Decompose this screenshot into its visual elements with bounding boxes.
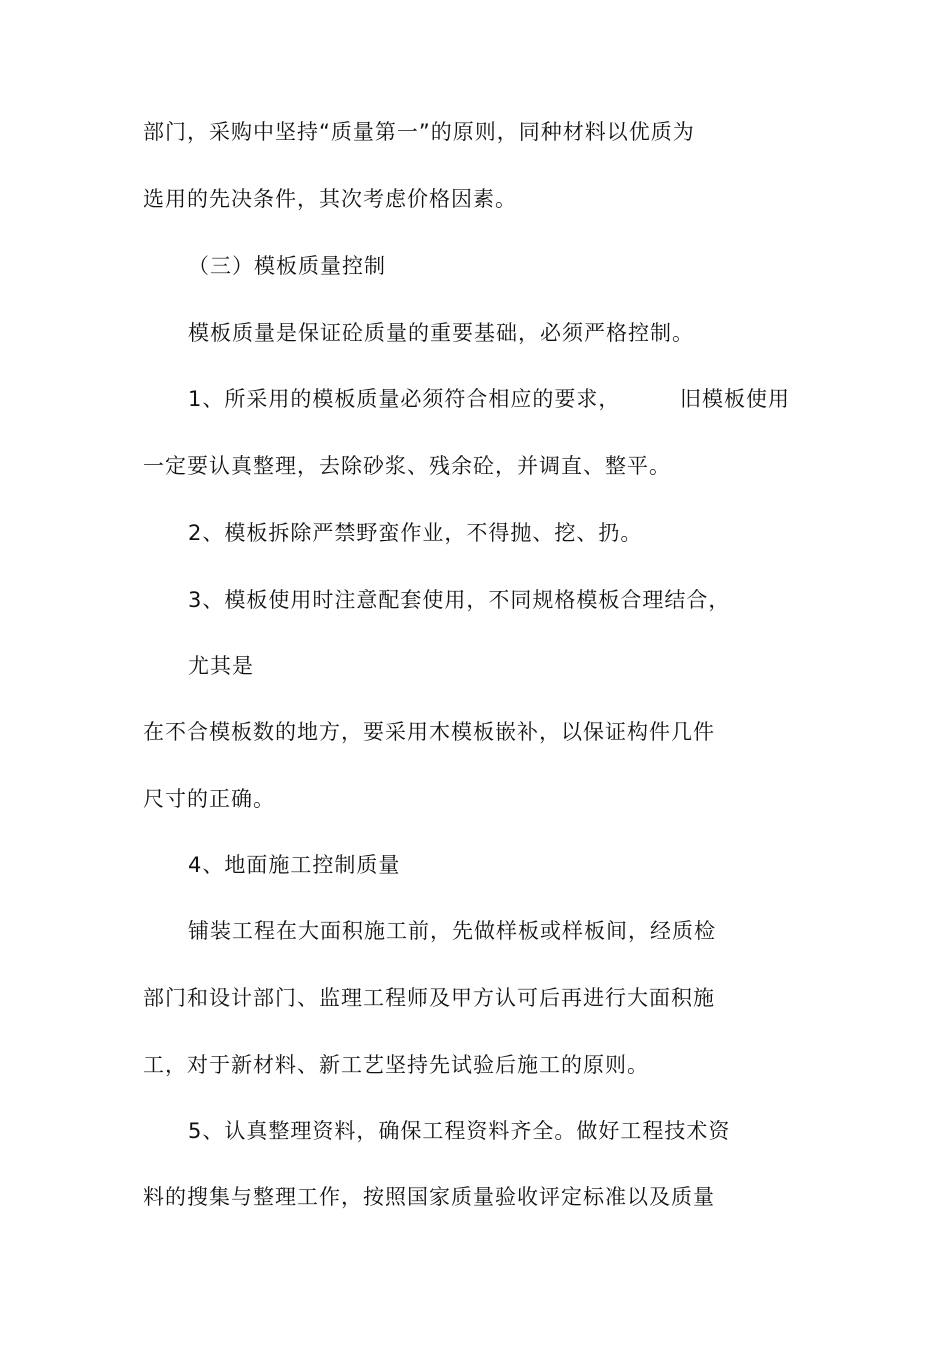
- text-line: 铺装工程在大面积施工前，先做样板或样板间，经质检: [188, 919, 716, 943]
- text-line: 尺寸的正确。: [143, 787, 275, 811]
- text-line: 旧模板使用: [680, 387, 790, 411]
- text-line: 2、模板拆除严禁野蛮作业，不得抛、挖、扔。: [188, 521, 643, 545]
- text-line: 一定要认真整理，去除砂浆、残余砼，并调直、整平。: [143, 454, 671, 478]
- text-line: 部门和设计部门、监理工程师及甲方认可后再进行大面积施: [143, 986, 715, 1010]
- text-line: 在不合模板数的地方，要采用木模板嵌补，以保证构件几件: [143, 720, 715, 744]
- text-line: 模板质量是保证砼质量的重要基础，必须严格控制。: [188, 321, 694, 345]
- text-line: 5、认真整理资料，确保工程资料齐全。做好工程技术资: [188, 1119, 731, 1143]
- text-line: 工，对于新材料、新工艺坚持先试验后施工的原则。: [143, 1053, 649, 1077]
- text-line: 4、地面施工控制质量: [188, 853, 401, 877]
- text-line: 选用的先决条件，其次考虑价格因素。: [143, 187, 517, 211]
- text-line: 3、模板使用时注意配套使用，不同规格模板合理结合，: [188, 588, 731, 612]
- text-line: 尤其是: [188, 654, 254, 678]
- text-line: 部门，采购中坚持“质量第一”的原则，同种材料以优质为: [143, 120, 695, 144]
- text-line: 1、所采用的模板质量必须符合相应的要求，: [188, 387, 621, 411]
- section-heading: （三）模板质量控制: [188, 254, 386, 278]
- text-line: 料的搜集与整理工作，按照国家质量验收评定标准以及质量: [143, 1185, 715, 1209]
